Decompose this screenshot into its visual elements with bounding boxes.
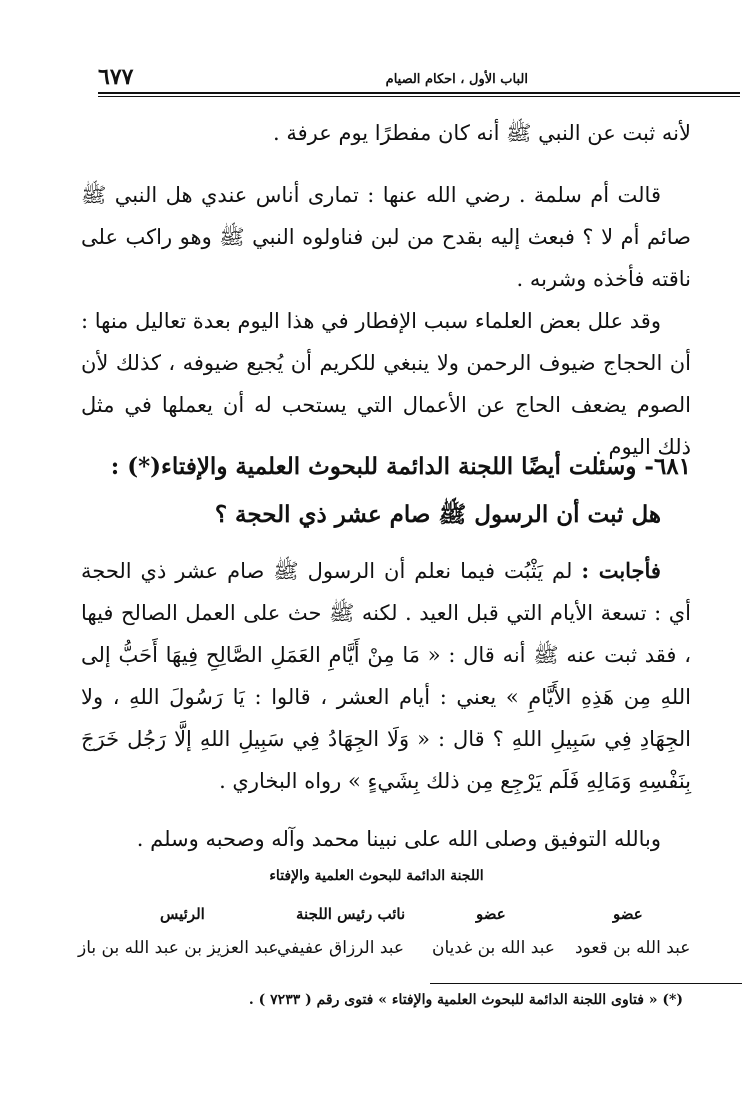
footnote: (*) « فتاوى اللجنة الدائمة للبحوث العلمية والإفتاء » فتوى رقم ( ٧٢٣٣ ) . <box>248 992 683 1008</box>
footnote-rule <box>430 983 742 984</box>
header-rule <box>98 92 740 94</box>
role-chair: الرئيس <box>160 905 205 923</box>
fatwa-closing: وبالله التوفيق وصلى الله على نبينا محمد وآله وصحبه وسلم . <box>136 827 661 851</box>
signatory-1: عبد الله بن قعود <box>575 938 691 958</box>
fatwa-heading: ٦٨١- وسئلت أيضًا اللجنة الدائمة للبحوث العلمية والإفتاء(*) : <box>110 453 691 480</box>
paragraph-1: لأنه ثبت عن النبي ﷺ أنه كان مفطرًا يوم عرفة . <box>273 121 691 145</box>
fatwa-question: هل ثبت أن الرسول ﷺ صام عشر ذي الحجة ؟ <box>214 501 661 528</box>
paragraph-2: قالت أم سلمة . رضي الله عنها : تمارى أناس عندي هل النبي ﷺ صائم أم لا ؟ فبعث إليه بقدح من لبن فناولوه النبي ﷺ وهو راكب على ناقته فأخذه وشربه . <box>81 183 691 291</box>
fatwa-answer <box>81 550 691 802</box>
signatory-2: عبد الله بن غديان <box>432 938 555 958</box>
paragraph-3: وقد علل بعض العلماء سبب الإفطار في هذا اليوم بعدة تعاليل منها : أن الحجاج ضيوف الرحمن ولا ينبغي للكريم أن يُجيع ضيوفه ، كذلك لأن الصوم يضعف الحاج عن الأعمال التي يستحب له أن يعملها في مثل ذلك اليوم . <box>81 309 691 459</box>
committee-title: اللجنة الدائمة للبحوث العلمية والإفتاء <box>269 868 484 884</box>
role-member-2: عضو <box>476 905 506 923</box>
chapter-title: الباب الأول ، احكام الصيام <box>385 72 528 87</box>
signatory-4: عبد العزيز بن عبد الله بن باز <box>78 938 279 958</box>
page-number: ٦٧٧ <box>98 64 134 90</box>
header-rule-thin <box>98 96 740 97</box>
role-member-1: عضو <box>613 905 643 923</box>
running-header <box>98 62 738 90</box>
signatory-3: عبد الرزاق عفيفي <box>277 938 405 958</box>
role-vice-chair: نائب رئيس اللجنة <box>296 905 406 923</box>
answer-label: فأجابت : <box>581 558 661 583</box>
answer-text: لم يَثْبُت فيما نعلم أن الرسول ﷺ صام عشر ذي الحجة أي : تسعة الأيام التي قبل العيد . لكنه ﷺ حث على العمل الصالح فيها ، فقد ثبت عنه ﷺ أنه قال : « مَا مِنْ أَيَّامِ العَمَلِ الصَّالِحِ فِيهَا أَحَبُّ إلى اللهِ مِن هَذِهِ الأَيَّامِ » يعني : أيام العشر ، قالوا : يَا رَسُولَ اللهِ ، ولا الجِهَادِ فِي سَبِيلِ اللهِ ؟ قال : « وَلَا الجِهَادُ فِي سَبِيلِ اللهِ إلَّا رَجُل خَرَجَ بِنَفْسِهِ وَمَالِهِ فَلَم يَرْجِع مِن ذلك بِشَيءٍ » رواه البخاري . <box>81 559 691 793</box>
